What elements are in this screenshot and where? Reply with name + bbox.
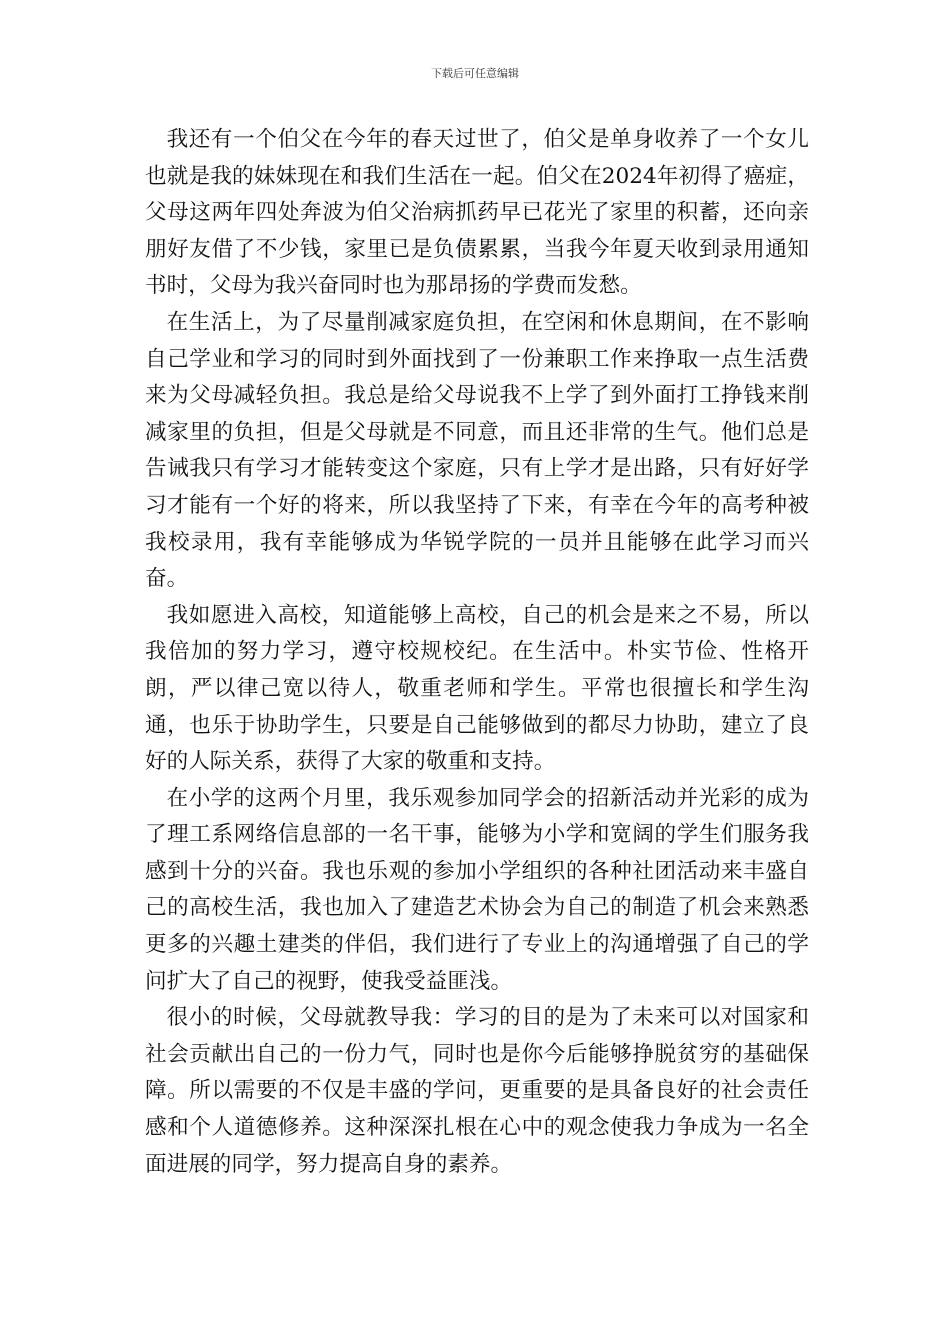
paragraph-1: 我还有一个伯父在今年的春天过世了，伯父是单身收养了一个女儿也就是我的妹妹现在和我们生活在一起。伯父在2024年初得了癌症，父母这两年四处奔波为伯父治病抓药早已花光了家里的积蓄，还向亲朋好友借了不少钱，家里已是负债累累，当我今年夏天收到录用通知书时，父母为我兴奋同时也为那昂扬的学费而发愁。 [145, 127, 809, 299]
paragraph-4: 在小学的这两个月里，我乐观参加同学会的招新活动并光彩的成为了理工系网络信息部的一名干事，能够为小学和宽阔的学生们服务我感到十分的兴奋。我也乐观的参加小学组织的各种社团活动来丰盛自己的高校生活，我也加入了建造艺术协会为自己的制造了机会来熟悉更多的兴趣土建类的伴侣，我们进行了专业上的沟通增强了自己的学问扩大了自己的视野，使我受益匪浅。 [145, 785, 809, 994]
paragraph-3: 我如愿进入高校，知道能够上高校，自己的机会是来之不易，所以我倍加的努力学习，遵守校规校纪。在生活中。朴实节俭、性格开朗，严以律己宽以待人，敬重老师和学生。平常也很擅长和学生沟通，也乐于协助学生，只要是自己能够做到的都尽力协助，建立了良好的人际关系，获得了大家的敬重和支持。 [145, 602, 809, 775]
document-body [145, 122, 809, 1183]
paragraph-2: 在生活上，为了尽量削减家庭负担，在空闲和休息期间，在不影响自己学业和学习的同时到外面找到了一份兼职工作来挣取一点生活费来为父母减轻负担。我总是给父母说我不上学了到外面打工挣钱来削减家里的负担，但是父母就是不同意，而且还非常的生气。他们总是告诫我只有学习才能转变这个家庭，只有上学才是出路，只有好好学习才能有一个好的将来，所以我坚持了下来，有幸在今年的高考种被我校录用，我有幸能够成为华锐学院的一员并且能够在此学习而兴奋。 [145, 309, 809, 592]
page-header: 下载后可任意编辑 [431, 67, 519, 80]
paragraph-5: 很小的时候，父母就教导我：学习的目的是为了未来可以对国家和社会贡献出自己的一份力气，同时也是你今后能够挣脱贫穷的基础保障。所以需要的不仅是丰盛的学问，更重要的是具备良好的社会责任感和个人道德修养。这种深深扎根在心中的观念使我力争成为一名全面进展的同学，努力提高自身的素养。 [145, 1005, 809, 1177]
